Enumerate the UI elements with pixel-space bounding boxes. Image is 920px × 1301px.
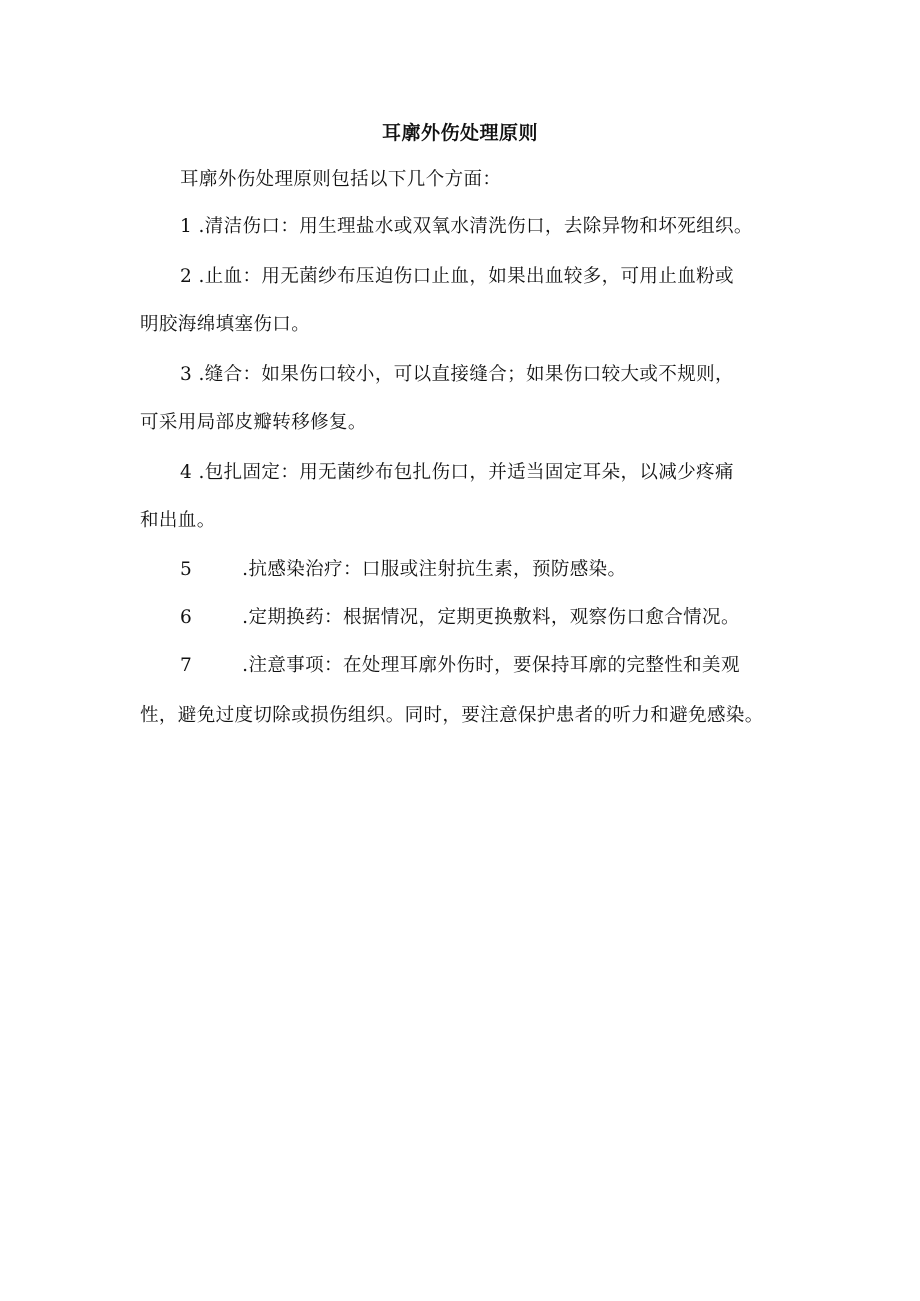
list-item-3 (180, 362, 734, 388)
item-text: .注意事项：在处理耳廓外伤时，要保持耳廓的完整性和美观 (242, 655, 740, 676)
item-text: .清洁伤口：用生理盐水或双氧水清洗伤口，去除异物和坏死组织。 (198, 216, 753, 237)
item-number: 6 (180, 607, 193, 628)
item-text: .包扎固定：用无菌纱布包扎伤口，并适当固定耳朵，以减少疼痛 (198, 462, 734, 483)
list-item-2-continuation: 明胶海绵填塞伤口。 (140, 314, 311, 335)
list-item-5 (180, 557, 626, 583)
list-item-2 (180, 264, 734, 290)
list-item-3-continuation: 可采用局部皮瓣转移修复。 (140, 412, 367, 433)
document-title: 耳廓外伤处理原则 (381, 122, 538, 144)
item-number: 4 (180, 462, 193, 483)
item-number: 5 (180, 559, 193, 580)
list-item-4 (180, 460, 734, 486)
item-number: 2 (180, 266, 193, 287)
list-item-7-continuation: 性，避免过度切除或损伤组织。同时，要注意保护患者的听力和避免感染。 (140, 705, 764, 726)
item-number: 7 (180, 655, 193, 676)
list-item-6 (180, 605, 740, 631)
item-number: 1 (180, 216, 193, 237)
item-text: .缝合：如果伤口较小，可以直接缝合；如果伤口较大或不规则， (198, 364, 734, 385)
item-number: 3 (180, 364, 193, 385)
list-item-7 (180, 653, 740, 679)
list-item-1 (180, 214, 753, 240)
list-item-4-continuation: 和出血。 (140, 510, 216, 531)
item-text: .止血：用无菌纱布压迫伤口止血，如果出血较多，可用止血粉或 (198, 266, 734, 287)
intro-paragraph: 耳廓外伤处理原则包括以下几个方面： (180, 169, 502, 190)
item-text: .抗感染治疗：口服或注射抗生素，预防感染。 (242, 559, 627, 580)
item-text: .定期换药：根据情况，定期更换敷料，观察伤口愈合情况。 (242, 607, 740, 628)
